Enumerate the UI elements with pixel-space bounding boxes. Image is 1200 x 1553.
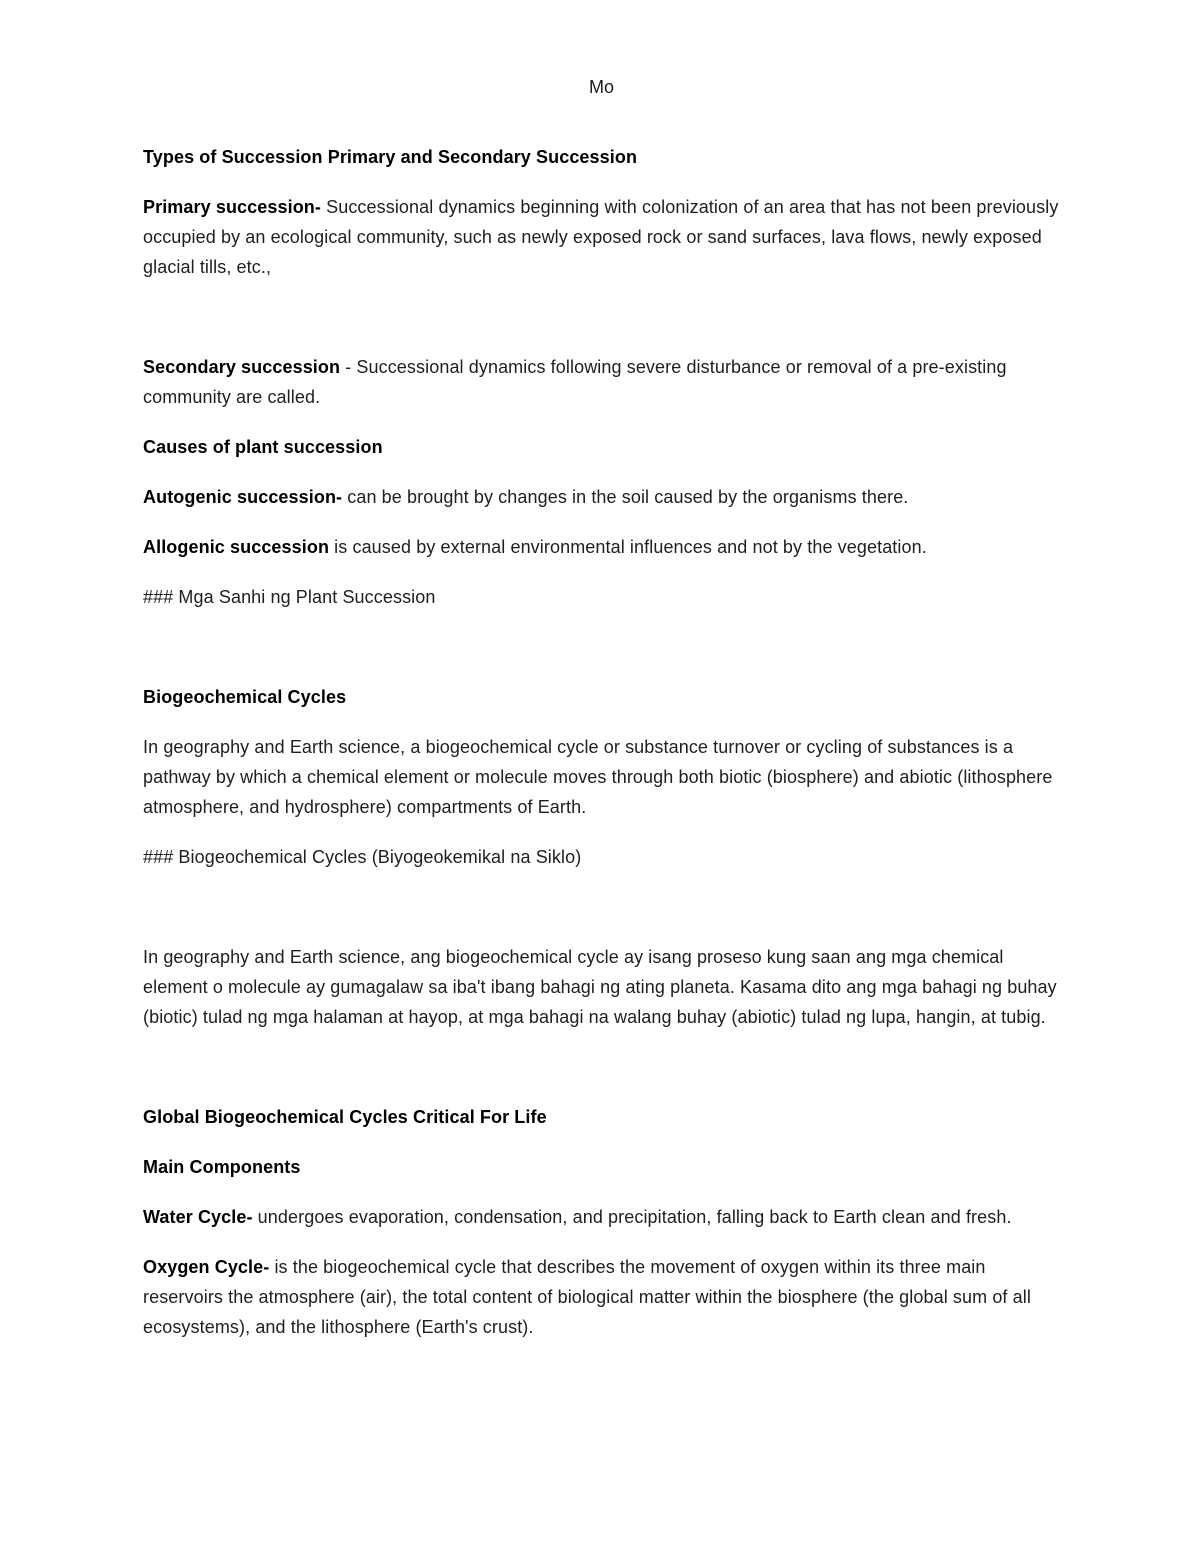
- term-water-cycle: Water Cycle-: [143, 1207, 253, 1227]
- heading-types-of-succession: [143, 142, 1060, 172]
- paragraph-biogeochemical-definition: [143, 732, 1060, 822]
- term-oxygen-cycle: Oxygen Cycle-: [143, 1257, 270, 1277]
- term-allogenic-succession: Allogenic succession: [143, 537, 330, 557]
- paragraph-text: is caused by external environmental influences and not by the vegetation.: [329, 537, 927, 557]
- term-primary-succession: Primary succession-: [143, 197, 321, 217]
- paragraph-allogenic-succession: [143, 532, 1060, 562]
- heading-text: Global Biogeochemical Cycles Critical For Life: [143, 1107, 547, 1127]
- paragraph-text: - Successional dynamics following severe disturbance or removal of a pre-existing community are called.: [143, 357, 1007, 407]
- heading-text: Biogeochemical Cycles: [143, 687, 347, 707]
- heading-text: Causes of plant succession: [143, 437, 383, 457]
- paragraph-text: In geography and Earth science, ang biogeochemical cycle ay isang proseso kung saan ang mga chemical element o molecule ay gumagalaw sa iba't ibang bahagi ng ating planeta. Kasama dito ang mga bahagi ng buhay (biotic) tulad ng mga halaman at hayop, at mga bahagi na walang buhay (abiotic) tulad ng lupa, hangin, at tubig.: [143, 947, 1057, 1027]
- heading-causes-of-plant-succession: [143, 432, 1060, 462]
- page-header-text: Mo: [588, 77, 614, 97]
- paragraph-biogeochemical-marker: [143, 842, 1060, 872]
- paragraph-biogeochemical-tagalog: [143, 942, 1060, 1032]
- term-autogenic-succession: Autogenic succession-: [143, 487, 343, 507]
- paragraph-text: can be brought by changes in the soil caused by the organisms there.: [342, 487, 909, 507]
- paragraph-text: Successional dynamics beginning with colonization of an area that has not been previously occupied by an ecological community, such as newly exposed rock or sand surfaces, lava flows, newly exposed glacial tills, etc.,: [143, 197, 1059, 277]
- paragraph-mga-sanhi-marker: [143, 582, 1060, 612]
- heading-biogeochemical-cycles: [143, 682, 1060, 712]
- paragraph-text: In geography and Earth science, a biogeochemical cycle or substance turnover or cycling of substances is a pathway by which a chemical element or molecule moves through both biotic (biosphere) and abiotic (lithosphere atmosphere, and hydrosphere) compartments of Earth.: [143, 737, 1053, 817]
- paragraph-text: undergoes evaporation, condensation, and precipitation, falling back to Earth clean and fresh.: [252, 1207, 1012, 1227]
- paragraph-text: is the biogeochemical cycle that describes the movement of oxygen within its three main reservoirs the atmosphere (air), the total content of biological matter within the biosphere (the global sum of all ecosystems), and the lithosphere (Earth's crust).: [143, 1257, 1031, 1337]
- heading-text: Types of Succession Primary and Secondary Succession: [143, 147, 638, 167]
- heading-text: Main Components: [143, 1157, 301, 1177]
- paragraph-secondary-succession: [143, 352, 1060, 412]
- heading-main-components: [143, 1152, 1060, 1182]
- paragraph-primary-succession: [143, 192, 1060, 282]
- paragraph-water-cycle: [143, 1202, 1060, 1232]
- paragraph-text: ### Mga Sanhi ng Plant Succession: [143, 587, 436, 607]
- heading-global-biogeochemical-cycles: [143, 1102, 1060, 1132]
- paragraph-oxygen-cycle: [143, 1252, 1060, 1342]
- paragraph-autogenic-succession: [143, 482, 1060, 512]
- paragraph-text: ### Biogeochemical Cycles (Biyogeokemikal na Siklo): [143, 847, 582, 867]
- term-secondary-succession: Secondary succession: [143, 357, 341, 377]
